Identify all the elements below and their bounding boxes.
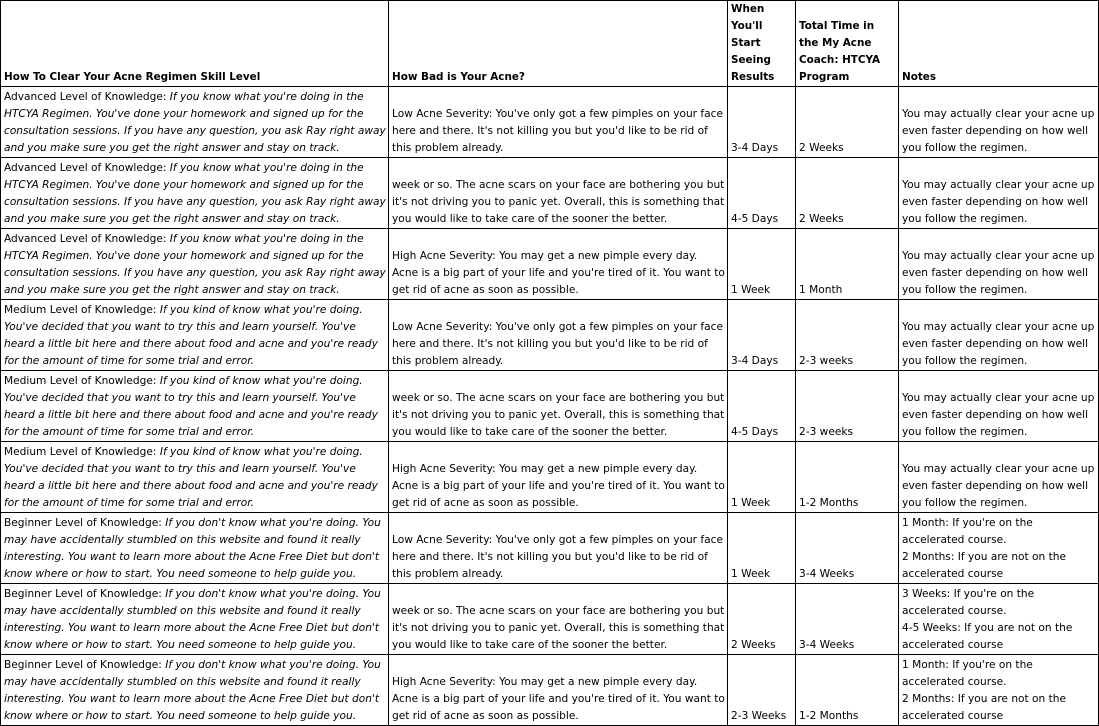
notes-text: You may actually clear your acne up even faster depending on how well you follow the regimen. (902, 108, 1095, 154)
notes-cell[interactable] (899, 300, 1099, 371)
skill-level-cell[interactable] (1, 158, 389, 229)
skill-level-label: Beginner Level of Knowledge: (4, 588, 162, 600)
skill-level-cell[interactable] (1, 300, 389, 371)
notes-text (902, 657, 1096, 725)
skill-level-text (4, 231, 386, 299)
table-row (1, 442, 1099, 513)
skill-level-description: If you don't know what you're doing. You may have accidentally stumbled on this website and found it really interesting. You want to learn more about the Acne Free Diet but don't know where or how to start. You need someone to help guide you. (4, 659, 381, 722)
results-time-cell[interactable]: 2 Weeks (728, 584, 796, 655)
acne-severity-cell[interactable] (389, 300, 728, 371)
notes-text: You may actually clear your acne up even faster depending on how well you follow the regimen. (902, 392, 1095, 438)
acne-severity-cell[interactable] (389, 87, 728, 158)
total-time-cell[interactable]: 1-2 Months (796, 655, 899, 726)
skill-level-cell[interactable] (1, 371, 389, 442)
notes-line: 2 Months: If you are not on the accelerated course (902, 693, 1066, 722)
skill-level-cell[interactable] (1, 513, 389, 584)
total-time-cell[interactable]: 2-3 weeks (796, 371, 899, 442)
notes-cell[interactable] (899, 655, 1099, 726)
notes-cell[interactable] (899, 513, 1099, 584)
acne-severity-cell[interactable] (389, 442, 728, 513)
table-row (1, 87, 1099, 158)
acne-severity-cell[interactable] (389, 584, 728, 655)
skill-level-label: Beginner Level of Knowledge: (4, 517, 162, 529)
skill-level-label: Advanced Level of Knowledge: (4, 233, 167, 245)
total-time-cell[interactable]: 2-3 weeks (796, 300, 899, 371)
notes-line: 1 Month: If you're on the accelerated course. (902, 517, 1033, 546)
skill-level-cell[interactable] (1, 229, 389, 300)
notes-text: You may actually clear your acne up even faster depending on how well you follow the regimen. (902, 179, 1095, 225)
results-time-cell[interactable]: 3-4 Days (728, 87, 796, 158)
notes-line: 4-5 Weeks: If you are not on the accelerated course (902, 622, 1073, 651)
skill-level-description: If you know what you're doing in the HTCYA Regimen. You've done your homework and signed up for the consultation sessions. If you have any question, you ask Ray right away and you make sure you get the right answer and stay on track. (4, 162, 386, 225)
header-acne-severity[interactable]: How Bad is Your Acne? (389, 1, 728, 87)
acne-severity-text: week or so. The acne scars on your face are bothering you but it's not driving you to panic yet. Overall, this is something that you would like to take care of the sooner the better. (392, 605, 725, 651)
table-row (1, 655, 1099, 726)
table-row (1, 371, 1099, 442)
acne-severity-text: Low Acne Severity: You've only got a few pimples on your face here and there. It's not killing you but you'd like to be rid of this problem already. (392, 321, 723, 367)
skill-level-description: If you know what you're doing in the HTCYA Regimen. You've done your homework and signed up for the consultation sessions. If you have any question, you ask Ray right away and you make sure you get the right answer and stay on track. (4, 233, 386, 296)
table-row (1, 513, 1099, 584)
skill-level-label: Medium Level of Knowledge: (4, 375, 157, 387)
acne-severity-cell[interactable] (389, 371, 728, 442)
acne-severity-cell[interactable] (389, 513, 728, 584)
skill-level-cell[interactable] (1, 87, 389, 158)
skill-level-description: If you don't know what you're doing. You may have accidentally stumbled on this website and found it really interesting. You want to learn more about the Acne Free Diet but don't know where or how to start. You need someone to help guide you. (4, 517, 381, 580)
notes-cell[interactable] (899, 229, 1099, 300)
header-results-time[interactable]: When You'll Start Seeing Results (728, 1, 796, 87)
skill-level-description: If you know what you're doing in the HTCYA Regimen. You've done your homework and signed up for the consultation sessions. If you have any question, you ask Ray right away and you make sure you get the right answer and stay on track. (4, 91, 386, 154)
acne-severity-cell[interactable] (389, 229, 728, 300)
notes-line: 2 Months: If you are not on the accelerated course (902, 551, 1066, 580)
acne-severity-text: High Acne Severity: You may get a new pimple every day. Acne is a big part of your life and you're tired of it. You want to get rid of acne as soon as possible. (392, 676, 725, 722)
skill-level-cell[interactable] (1, 584, 389, 655)
notes-line: 3 Weeks: If you're on the accelerated course. (902, 588, 1035, 617)
total-time-cell[interactable]: 2 Weeks (796, 87, 899, 158)
acne-severity-text: High Acne Severity: You may get a new pimple every day. Acne is a big part of your life and you're tired of it. You want to get rid of acne as soon as possible. (392, 463, 725, 509)
skill-level-label: Beginner Level of Knowledge: (4, 659, 162, 671)
table-row (1, 158, 1099, 229)
acne-severity-text: week or so. The acne scars on your face are bothering you but it's not driving you to panic yet. Overall, this is something that you would like to take care of the sooner the better. (392, 392, 725, 438)
skill-level-text (4, 89, 386, 157)
skill-level-text (4, 373, 386, 441)
acne-severity-cell[interactable] (389, 158, 728, 229)
results-time-cell[interactable]: 4-5 Days (728, 158, 796, 229)
results-time-cell[interactable]: 2-3 Weeks (728, 655, 796, 726)
skill-level-cell[interactable] (1, 655, 389, 726)
skill-level-description: If you don't know what you're doing. You may have accidentally stumbled on this website and found it really interesting. You want to learn more about the Acne Free Diet but don't know where or how to start. You need someone to help guide you. (4, 588, 381, 651)
notes-cell[interactable] (899, 442, 1099, 513)
total-time-cell[interactable]: 3-4 Weeks (796, 584, 899, 655)
header-total-time[interactable]: Total Time in the My Acne Coach: HTCYA Program (796, 1, 899, 87)
header-notes[interactable]: Notes (899, 1, 1099, 87)
results-time-cell[interactable]: 1 Week (728, 442, 796, 513)
results-time-cell[interactable]: 4-5 Days (728, 371, 796, 442)
notes-line: 1 Month: If you're on the accelerated course. (902, 659, 1033, 688)
notes-cell[interactable] (899, 158, 1099, 229)
table-row (1, 300, 1099, 371)
skill-level-label: Advanced Level of Knowledge: (4, 91, 167, 103)
skill-level-description: If you kind of know what you're doing. You've decided that you want to try this and learn yourself. You've heard a little bit here and there about food and acne and you're ready for the amount of time for some trial and error. (4, 304, 378, 367)
notes-cell[interactable] (899, 371, 1099, 442)
skill-level-label: Medium Level of Knowledge: (4, 304, 157, 316)
skill-level-description: If you kind of know what you're doing. You've decided that you want to try this and learn yourself. You've heard a little bit here and there about food and acne and you're ready for the amount of time for some trial and error. (4, 446, 378, 509)
total-time-cell[interactable]: 1 Month (796, 229, 899, 300)
header-skill-level[interactable]: How To Clear Your Acne Regimen Skill Level (1, 1, 389, 87)
total-time-cell[interactable]: 2 Weeks (796, 158, 899, 229)
header-row (1, 1, 1099, 87)
skill-level-label: Medium Level of Knowledge: (4, 446, 157, 458)
results-time-cell[interactable]: 1 Week (728, 513, 796, 584)
notes-text: You may actually clear your acne up even faster depending on how well you follow the regimen. (902, 463, 1095, 509)
notes-text: You may actually clear your acne up even faster depending on how well you follow the regimen. (902, 250, 1095, 296)
skill-level-cell[interactable] (1, 442, 389, 513)
skill-level-label: Advanced Level of Knowledge: (4, 162, 167, 174)
skill-level-description: If you kind of know what you're doing. You've decided that you want to try this and learn yourself. You've heard a little bit here and there about food and acne and you're ready for the amount of time for some trial and error. (4, 375, 378, 438)
notes-cell[interactable] (899, 584, 1099, 655)
acne-severity-text: Low Acne Severity: You've only got a few pimples on your face here and there. It's not killing you but you'd like to be rid of this problem already. (392, 534, 723, 580)
total-time-cell[interactable]: 1-2 Months (796, 442, 899, 513)
skill-level-text (4, 160, 386, 228)
results-time-cell[interactable]: 1 Week (728, 229, 796, 300)
table-body (1, 87, 1099, 726)
skill-level-text (4, 302, 386, 370)
skill-level-text (4, 657, 386, 725)
skill-level-text (4, 586, 386, 654)
total-time-cell[interactable]: 3-4 Weeks (796, 513, 899, 584)
notes-text: You may actually clear your acne up even faster depending on how well you follow the regimen. (902, 321, 1095, 367)
skill-level-text (4, 515, 386, 583)
notes-text (902, 586, 1096, 654)
notes-cell[interactable] (899, 87, 1099, 158)
notes-text (902, 515, 1096, 583)
table-row (1, 229, 1099, 300)
results-time-cell[interactable]: 3-4 Days (728, 300, 796, 371)
skill-level-text (4, 444, 386, 512)
acne-severity-text: week or so. The acne scars on your face are bothering you but it's not driving you to panic yet. Overall, this is something that you would like to take care of the sooner the better. (392, 179, 725, 225)
table-row (1, 584, 1099, 655)
acne-severity-text: Low Acne Severity: You've only got a few pimples on your face here and there. It's not killing you but you'd like to be rid of this problem already. (392, 108, 723, 154)
acne-severity-cell[interactable] (389, 655, 728, 726)
acne-severity-text: High Acne Severity: You may get a new pimple every day. Acne is a big part of your life and you're tired of it. You want to get rid of acne as soon as possible. (392, 250, 725, 296)
